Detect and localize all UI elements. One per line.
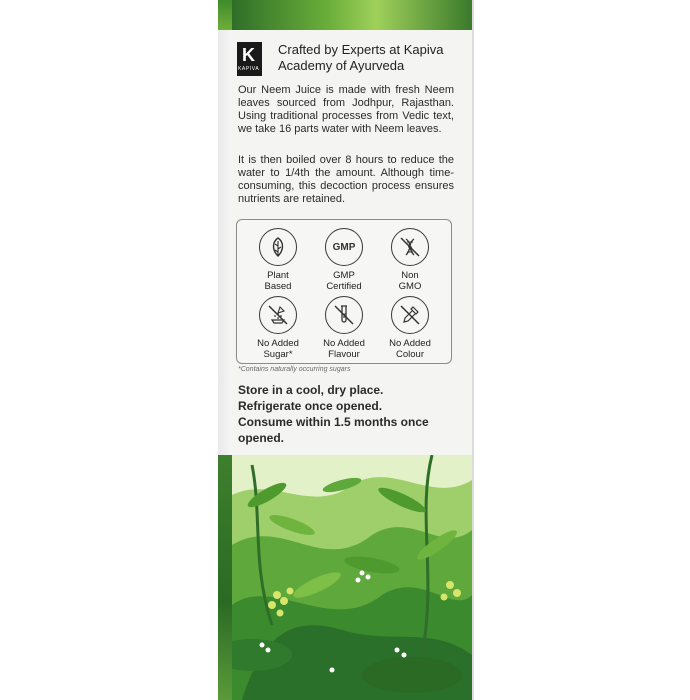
- box-left-side: [218, 0, 232, 700]
- storage-instructions: [238, 382, 454, 446]
- badge-label: No Added Sugar*: [257, 338, 299, 360]
- description-paragraph-1: Our Neem Juice is made with fresh Neem leaves sourced from Jodhpur, Rajasthan. Using traditional processes from Vedic text, we take 16 parts water with Neem leaves.: [238, 84, 454, 135]
- badge-plant-based: [243, 228, 313, 292]
- neem-jungle-illustration: [232, 455, 472, 700]
- gmp-icon: GMP: [325, 228, 363, 266]
- no-colour-icon: [391, 296, 429, 334]
- sugar-footnote: *Contains naturally occurring sugars: [238, 366, 351, 373]
- storage-line-2: Refrigerate once opened.: [238, 399, 383, 413]
- badge-non-gmo: [375, 228, 445, 292]
- badge-no-added-sugar: [243, 296, 313, 360]
- crafted-by-heading: [278, 42, 472, 74]
- storage-line-3: Consume within 1.5 months once opened.: [238, 415, 429, 445]
- logo-letter: K: [242, 45, 255, 65]
- badge-label: No Added Colour: [389, 338, 431, 360]
- badge-label: GMP Certified: [326, 270, 362, 292]
- leaf-icon: [259, 228, 297, 266]
- no-sugar-icon: [259, 296, 297, 334]
- description-paragraph-2: It is then boiled over 8 hours to reduce the water to 1/4th the amount. Although time-consuming, this decoction process ensures nutrients are retained.: [238, 154, 454, 205]
- crafted-line-2: Academy of Ayurveda: [278, 58, 405, 73]
- badge-no-added-colour: [375, 296, 445, 360]
- storage-line-1: Store in a cool, dry place.: [238, 383, 384, 397]
- top-flap-artwork: [232, 0, 472, 30]
- box-right-edge: [472, 0, 474, 700]
- logo-word: KAPIVA: [238, 66, 260, 72]
- certification-badge-panel: [236, 219, 452, 364]
- badge-label: Plant Based: [264, 270, 292, 292]
- product-box-back-panel: [232, 0, 472, 700]
- side-top-pattern: [218, 0, 232, 30]
- kapiva-logo: [237, 42, 262, 76]
- badge-label: No Added Flavour: [323, 338, 365, 360]
- crafted-line-1: Crafted by Experts at Kapiva: [278, 42, 444, 57]
- badge-no-added-flavour: [309, 296, 379, 360]
- no-flavour-icon: [325, 296, 363, 334]
- badge-gmp-certified: [309, 228, 379, 292]
- side-bottom-pattern: [218, 455, 232, 700]
- no-gmo-icon: [391, 228, 429, 266]
- badge-label: Non GMO: [398, 270, 422, 292]
